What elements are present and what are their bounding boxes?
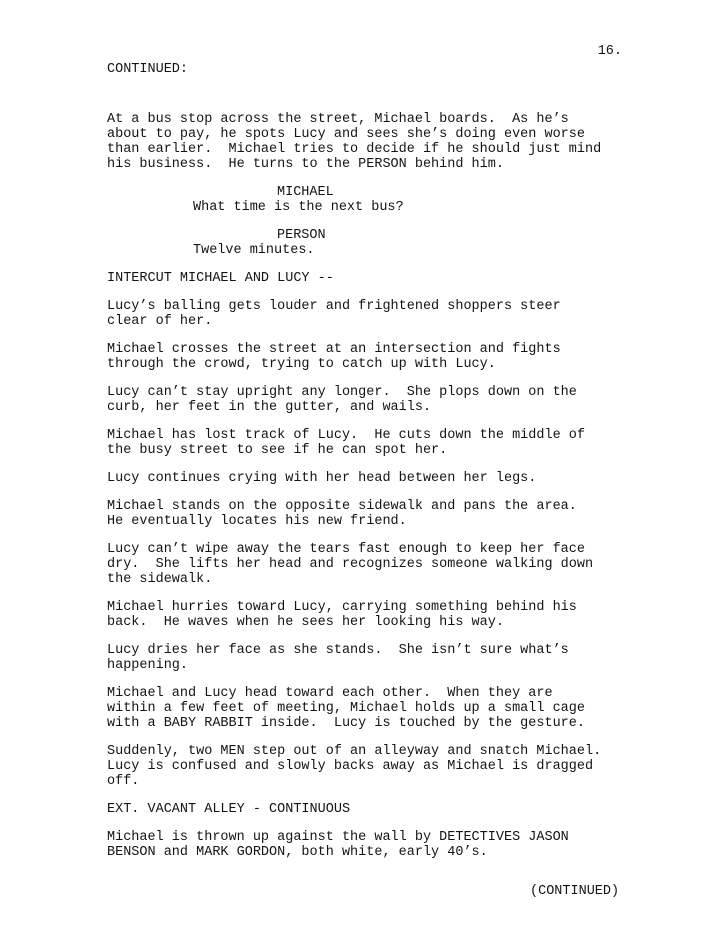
continued-footer: (CONTINUED) [530,884,620,899]
action-block: Lucy continues crying with her head between her legs. [107,471,537,486]
dialogue-line: What time is the next bus? [193,200,404,215]
action-block: Lucy can’t stay upright any longer. She plops down on the curb, her feet in the gutter, and wails. [107,385,577,415]
action-block: Michael has lost track of Lucy. He cuts down the middle of the busy street to see if he can spot her. [107,428,585,458]
action-block: Lucy can’t wipe away the tears fast enough to keep her face dry. She lifts her head and recognizes someone walking down the sidewalk. [107,542,594,587]
page-number: 16. [597,44,622,59]
character-name: PERSON [277,228,326,243]
intercut-heading: INTERCUT MICHAEL AND LUCY -- [107,271,334,286]
dialogue-line: Twelve minutes. [193,243,315,258]
continued-header: CONTINUED: [107,62,189,77]
action-block: Michael stands on the opposite sidewalk and pans the area. He eventually locates his new friend. [107,499,577,529]
action-block: Suddenly, two MEN step out of an alleyway and snatch Michael. Lucy is confused and slowly backs away as Michael is dragged off. [107,744,602,789]
scene-heading: EXT. VACANT ALLEY - CONTINUOUS [107,802,351,817]
action-block: Michael is thrown up against the wall by DETECTIVES JASON BENSON and MARK GORDON, both white, early 40’s. [107,830,569,860]
action-block: Michael and Lucy head toward each other. When they are within a few feet of meeting, Michael holds up a small cage with a BABY RABBIT inside. Lucy is touched by the gesture. [107,686,585,731]
script-body [107,112,627,873]
action-block: Lucy dries her face as she stands. She isn’t sure what’s happening. [107,643,569,673]
action-block: Michael hurries toward Lucy, carrying something behind his back. He waves when he sees her looking his way. [107,600,577,630]
character-name: MICHAEL [277,185,334,200]
action-block: At a bus stop across the street, Michael boards. As he’s about to pay, he spots Lucy and sees she’s doing even worse than earlier. Michael tries to decide if he should just mind his business. He turns to the PERSON behind him. [107,112,602,172]
action-block: Lucy’s balling gets louder and frightened shoppers steer clear of her. [107,299,561,329]
action-block: Michael crosses the street at an intersection and fights through the crowd, trying to catch up with Lucy. [107,342,561,372]
